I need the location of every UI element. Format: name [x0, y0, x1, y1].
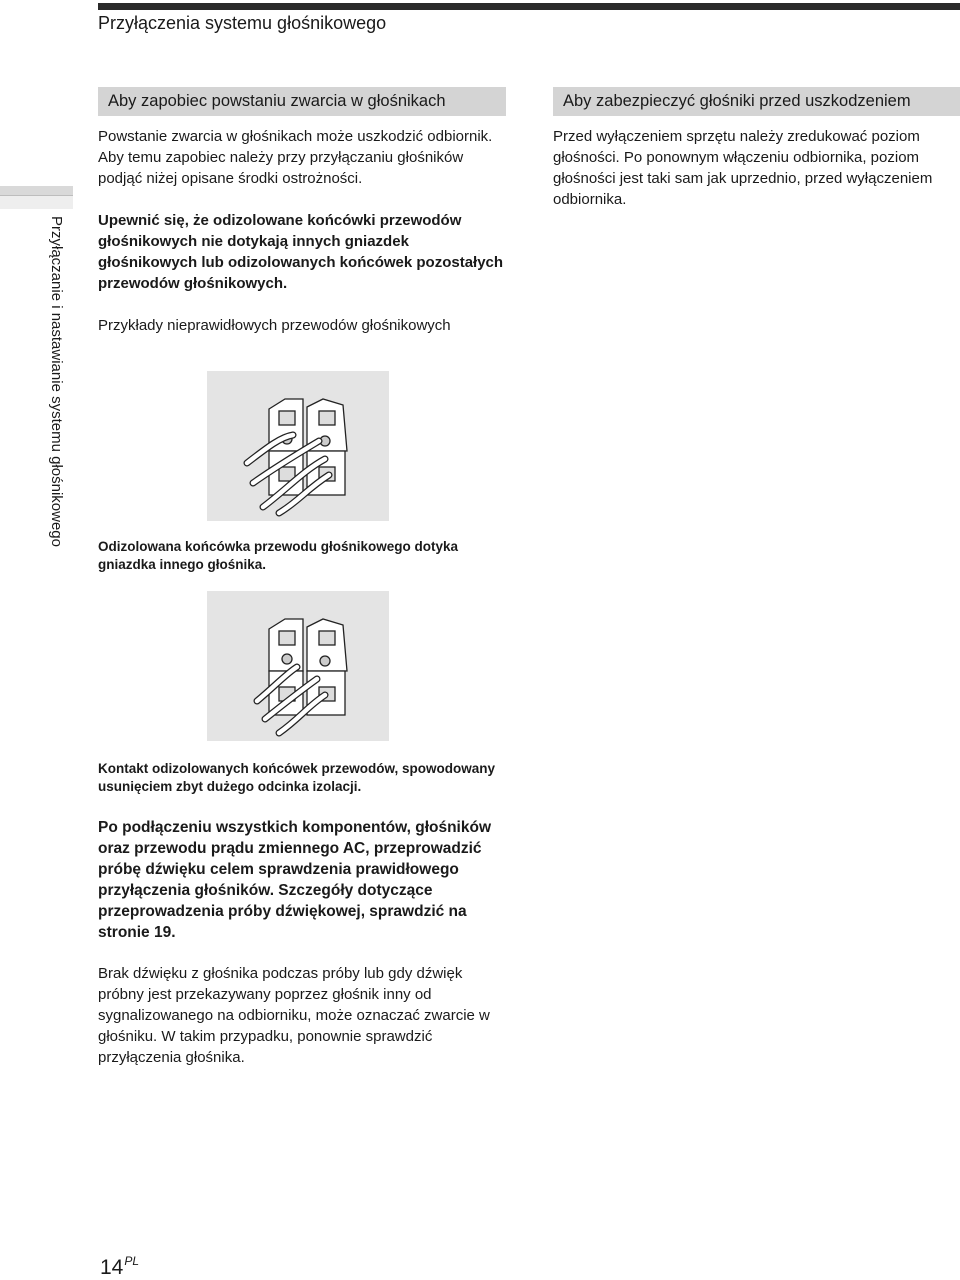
no-sound-note: Brak dźwięku z głośnika podczas próby lub gdy dźwięk próbny jest przekazywany poprzez głośnik inny od sygnalizowanego na odbiorniku, może oznaczać zwarcie w głośniku. W takim przypadku, ponownie sprawdzić przyłączenia głośnika. [98, 965, 490, 1066]
page-number [100, 1254, 139, 1280]
short-circuit-warning: Upewnić się, że odizolowane końcówki przewodów głośnikowych nie dotykają innych gniazdek głośnikowych lub odizolowanych końcówek pozostałych przewodów głośnikowych. [98, 212, 504, 292]
speaker-terminal-illustration-2 [207, 591, 389, 741]
speaker-terminal-illustration-1 [207, 371, 389, 521]
caption-2: Kontakt odizolowanych końcówek przewodów, spowodowany usunięciem zbyt dużego odcinka izolacji. [98, 761, 496, 794]
protect-speakers-text: Przed wyłączeniem sprzętu należy zredukować poziom głośności. Po ponownym włączeniu odbiornika, poziom głośności jest taki sam jak uprzednio, przed wyłączeniem odbiornika. [553, 128, 933, 208]
wrong-wires-title: Przykłady nieprawidłowych przewodów głośnikowych [98, 317, 451, 334]
protect-speakers-heading: Aby zabezpieczyć głośniki przed uszkodzeniem [553, 87, 960, 116]
page-number-value: 14 [100, 1256, 124, 1279]
side-tab-marker-inner [0, 195, 73, 209]
short-circuit-intro: Powstanie zwarcia w głośnikach może uszkodzić odbiornik. Aby temu zapobiec należy przy przyłączaniu głośników podjąć niżej opisane środki ostrożności. [98, 128, 493, 187]
right-column [553, 87, 960, 210]
figure-wire-ends-contact [207, 591, 389, 741]
header-rule [98, 3, 960, 10]
side-tab-label: Przyłączanie i nastawianie systemu głośnikowego [48, 216, 65, 547]
sound-test-instructions: Po podłączeniu wszystkich komponentów, głośników oraz przewodu prądu zmiennego AC, przeprowadzić próbę dźwięku celem sprawdzenia prawidłowego przyłączenia głośników. Szczegóły dotyczące przeprowadzenia próby dźwiękowej, sprawdzić na stronie 19. [98, 819, 492, 941]
short-circuit-heading: Aby zapobiec powstaniu zwarcia w głośnikach [98, 87, 506, 116]
page-title: Przyłączenia systemu głośnikowego [98, 13, 387, 33]
page-number-suffix: PL [124, 1254, 140, 1268]
left-column [98, 87, 506, 336]
figure-wire-touching-terminal [207, 371, 389, 521]
caption-1: Odizolowana końcówka przewodu głośnikowego dotyka gniazdka innego głośnika. [98, 539, 459, 572]
